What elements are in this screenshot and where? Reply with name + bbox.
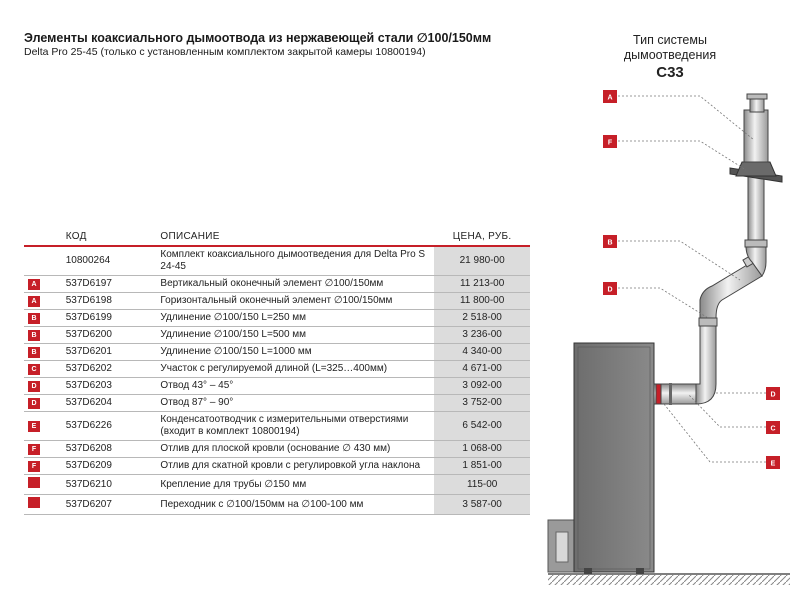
row-mark-badge: D <box>28 381 40 392</box>
boiler-connector <box>654 383 698 405</box>
row-code: 537D6198 <box>44 293 161 310</box>
table-row <box>24 276 530 293</box>
marker-d-bottom <box>766 387 780 400</box>
row-description: Отлив для плоской кровли (основание ∅ 430 мм) <box>160 441 434 458</box>
row-price: 11 800-00 <box>434 293 530 310</box>
row-price: 1 851-00 <box>434 458 530 475</box>
row-code: 537D6207 <box>44 495 161 515</box>
marker-label: F <box>607 139 613 147</box>
table-row <box>24 246 530 276</box>
table-row <box>24 441 530 458</box>
row-mark-badge: B <box>28 347 40 358</box>
row-mark-cell <box>24 327 44 344</box>
row-description: Комплект коаксиального дымоотведения для Delta Pro S 24-45 <box>160 246 434 276</box>
row-description: Горизонтальный оконечный элемент ∅100/150мм <box>160 293 434 310</box>
row-code: 537D6201 <box>44 344 161 361</box>
row-mark-badge: E <box>28 421 40 432</box>
row-description: Удлинение ∅100/150 L=500 мм <box>160 327 434 344</box>
table-row <box>24 395 530 412</box>
row-mark-badge: A <box>28 296 40 307</box>
row-price: 3 587-00 <box>434 495 530 515</box>
row-code: 537D6199 <box>44 310 161 327</box>
row-price: 1 068-00 <box>434 441 530 458</box>
table-row <box>24 344 530 361</box>
marker-label: C <box>770 425 776 433</box>
row-description: Конденсатоотводчик с измерительными отверстиями (входит в комплект 10800194) <box>160 412 434 441</box>
marker-label: D <box>770 391 776 399</box>
row-mark-cell <box>24 475 44 495</box>
row-code: 537D6200 <box>44 327 161 344</box>
row-mark-cell <box>24 293 44 310</box>
table-row <box>24 361 530 378</box>
table-row <box>24 327 530 344</box>
row-code: 537D6203 <box>44 378 161 395</box>
row-mark-cell <box>24 395 44 412</box>
row-mark-cell <box>24 276 44 293</box>
row-description: Переходник с ∅100/150мм на ∅100-100 мм <box>160 495 434 515</box>
row-price: 3 092-00 <box>434 378 530 395</box>
table-row <box>24 412 530 441</box>
page-subtitle: Delta Pro 25-45 (только с установленным комплектом закрытой камеры 10800194) <box>24 46 426 58</box>
marker-label: D <box>607 286 613 294</box>
floor <box>548 574 790 585</box>
row-code: 537D6210 <box>44 475 161 495</box>
marker-f <box>603 135 617 148</box>
row-price: 3 236-00 <box>434 327 530 344</box>
row-description: Участок с регулируемой длиной (L=325…400мм) <box>160 361 434 378</box>
row-mark-cell <box>24 361 44 378</box>
marker-label: A <box>607 94 613 102</box>
table-row <box>24 378 530 395</box>
row-code: 537D6226 <box>44 412 161 441</box>
row-mark-cell <box>24 310 44 327</box>
row-price: 3 752-00 <box>434 395 530 412</box>
marker-a-top <box>603 90 617 103</box>
row-price: 4 340-00 <box>434 344 530 361</box>
row-description: Удлинение ∅100/150 L=1000 мм <box>160 344 434 361</box>
marker-label: B <box>607 239 613 247</box>
description-column-header: ОПИСАНИЕ <box>160 227 434 246</box>
table-row <box>24 293 530 310</box>
system-type-title <box>600 33 740 63</box>
row-description: Крепление для трубы ∅150 мм <box>160 475 434 495</box>
row-mark-cell <box>24 441 44 458</box>
row-code: 10800264 <box>44 246 161 276</box>
row-mark-badge: B <box>28 313 40 324</box>
row-mark-badge: B <box>28 330 40 341</box>
row-price: 115-00 <box>434 475 530 495</box>
row-mark-badge <box>28 477 40 488</box>
row-description: Отлив для скатной кровли с регулировкой угла наклона <box>160 458 434 475</box>
row-price: 11 213-00 <box>434 276 530 293</box>
row-code: 537D6204 <box>44 395 161 412</box>
flue-pipe <box>696 94 782 404</box>
boiler <box>548 343 654 574</box>
marker-c <box>766 421 780 434</box>
table-header-row <box>24 227 530 246</box>
row-price: 2 518-00 <box>434 310 530 327</box>
mark-column-header <box>24 227 44 246</box>
row-price: 6 542-00 <box>434 412 530 441</box>
row-mark-badge: F <box>28 444 40 455</box>
system-type-code: C33 <box>656 64 684 81</box>
row-price: 21 980-00 <box>434 246 530 276</box>
table-row <box>24 475 530 495</box>
table-row <box>24 495 530 515</box>
flue-system-diagram <box>540 80 800 600</box>
table-row <box>24 458 530 475</box>
row-mark-badge: A <box>28 279 40 290</box>
row-price: 4 671-00 <box>434 361 530 378</box>
price-table <box>24 227 530 515</box>
row-mark-cell <box>24 344 44 361</box>
code-column-header: КОД <box>44 227 161 246</box>
row-mark-badge: C <box>28 364 40 375</box>
marker-d-top <box>603 282 617 295</box>
row-mark-cell <box>24 378 44 395</box>
row-code: 537D6197 <box>44 276 161 293</box>
row-code: 537D6202 <box>44 361 161 378</box>
marker-label: E <box>770 460 776 468</box>
row-mark-cell <box>24 412 44 441</box>
row-mark-badge: D <box>28 398 40 409</box>
row-mark-cell <box>24 495 44 515</box>
table-row <box>24 310 530 327</box>
row-mark-cell <box>24 458 44 475</box>
price-column-header: ЦЕНА, РУБ. <box>434 227 530 246</box>
row-description: Отвод 87° – 90° <box>160 395 434 412</box>
marker-b <box>603 235 617 248</box>
row-mark-cell <box>24 246 44 276</box>
system-type-line1: Тип системы <box>633 33 707 47</box>
row-description: Удлинение ∅100/150 L=250 мм <box>160 310 434 327</box>
row-code: 537D6209 <box>44 458 161 475</box>
row-code: 537D6208 <box>44 441 161 458</box>
row-mark-badge: F <box>28 461 40 472</box>
system-type-line2: дымоотведения <box>623 48 717 62</box>
row-description: Отвод 43° – 45° <box>160 378 434 395</box>
row-mark-badge <box>28 497 40 508</box>
row-description: Вертикальный оконечный элемент ∅100/150мм <box>160 276 434 293</box>
page-title: Элементы коаксиального дымоотвода из нержавеющей стали ∅100/150мм <box>24 31 492 45</box>
marker-e <box>766 456 780 469</box>
